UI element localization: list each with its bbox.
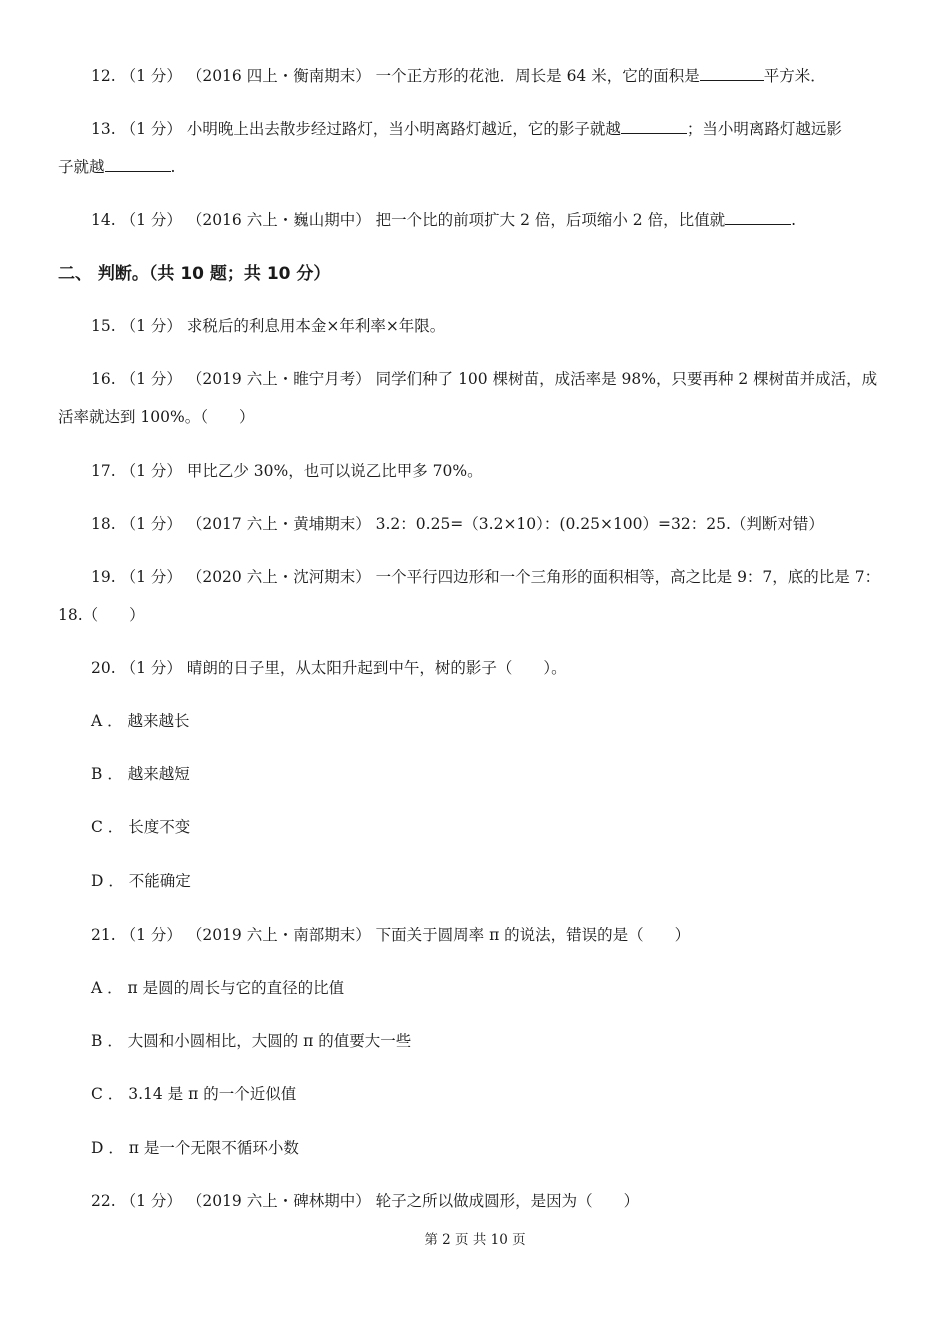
option-c: C ． 长度不变	[91, 818, 191, 836]
question-number: 13.	[91, 120, 116, 138]
question-text: 小明晚上出去散步经过路灯，当小明离路灯越近，它的影子就越	[186, 120, 621, 138]
question-text: 一个正方形的花池．周长是 64 米，它的面积是	[375, 67, 700, 85]
answer-blank	[725, 210, 791, 225]
question-score: （1 分）	[120, 1192, 182, 1210]
answer-blank	[621, 119, 687, 134]
option-c: C ． 3.14 是 π 的一个近似值	[91, 1085, 297, 1103]
option-b: B ． 越来越短	[91, 765, 190, 783]
question-text: 下面关于圆周率 π 的说法，错误的是（ ）	[375, 926, 691, 944]
question-13	[91, 119, 842, 139]
section-heading: 二、 判断。（共 10 题；共 10 分）	[58, 264, 331, 284]
question-score: （1 分）	[120, 926, 182, 944]
option-b: B ． 大圆和小圆相比，大圆的 π 的值要大一些	[91, 1032, 412, 1050]
question-19-continued: 18.（ ）	[58, 606, 145, 624]
question-number: 18.	[91, 515, 116, 533]
question-score: （1 分）	[120, 120, 182, 138]
question-source: （2019 六上・睢宁月考）	[186, 370, 371, 388]
question-number: 14.	[91, 211, 116, 229]
question-score: （1 分）	[120, 659, 182, 677]
question-text: .	[791, 211, 797, 229]
question-14	[91, 210, 796, 230]
question-score: （1 分）	[120, 67, 182, 85]
question-source: （2016 六上・巍山期中）	[186, 211, 371, 229]
option-a: A ． 越来越长	[91, 712, 190, 730]
question-score: （1 分）	[120, 568, 182, 586]
question-15	[91, 316, 445, 336]
question-16	[91, 369, 877, 389]
question-text: 3.2：0.25=（3.2×10）：(0.25×100）=32：25.（判断对错）	[375, 515, 824, 533]
question-score: （1 分）	[120, 515, 182, 533]
option-d: D ． 不能确定	[91, 872, 191, 890]
question-source: （2019 六上・碑林期中）	[186, 1192, 371, 1210]
question-source: （2017 六上・黄埔期末）	[186, 515, 371, 533]
question-text: 轮子之所以做成圆形，是因为（ ）	[375, 1192, 640, 1210]
question-number: 22.	[91, 1192, 116, 1210]
question-number: 16.	[91, 370, 116, 388]
question-score: （1 分）	[120, 211, 182, 229]
question-score: （1 分）	[120, 317, 182, 335]
question-text: 把一个比的前项扩大 2 倍，后项缩小 2 倍，比值就	[375, 211, 726, 229]
question-22	[91, 1191, 639, 1211]
question-text: 子就越	[58, 158, 105, 176]
question-number: 12.	[91, 67, 116, 85]
question-source: （2020 六上・沈河期末）	[186, 568, 371, 586]
question-score: （1 分）	[120, 370, 182, 388]
question-21	[91, 925, 690, 945]
question-17	[91, 461, 483, 481]
question-number: 20.	[91, 659, 116, 677]
question-text: 同学们种了 100 棵树苗，成活率是 98%，只要再种 2 棵树苗并成活，成	[375, 370, 878, 388]
option-a: A ． π 是圆的周长与它的直径的比值	[91, 979, 345, 997]
question-number: 17.	[91, 462, 116, 480]
question-number: 15.	[91, 317, 116, 335]
question-text: ；当小明离路灯越远影	[686, 120, 842, 138]
question-text: 晴朗的日子里，从太阳升起到中午，树的影子（ ）。	[186, 659, 567, 677]
question-number: 21.	[91, 926, 116, 944]
option-d: D ． π 是一个无限不循环小数	[91, 1139, 299, 1157]
question-18	[91, 514, 824, 534]
question-text: 平方米．	[763, 67, 826, 85]
question-score: （1 分）	[120, 462, 182, 480]
question-19	[91, 567, 880, 587]
question-12	[91, 66, 826, 86]
question-16-continued: 活率就达到 100%。（ ）	[58, 408, 255, 426]
question-13-continued	[58, 157, 175, 177]
question-text: .	[170, 158, 176, 176]
answer-blank	[105, 157, 171, 172]
question-text: 一个平行四边形和一个三角形的面积相等，高之比是 9：7，底的比是 7：	[375, 568, 881, 586]
question-text: 甲比乙少 30%，也可以说乙比甲多 70%。	[186, 462, 483, 480]
question-text: 求税后的利息用本金×年利率×年限。	[186, 317, 446, 335]
answer-blank	[700, 66, 764, 81]
question-20	[91, 658, 567, 678]
question-source: （2019 六上・南部期末）	[186, 926, 371, 944]
page-footer: 第 2 页 共 10 页	[424, 1232, 526, 1248]
question-number: 19.	[91, 568, 116, 586]
question-source: （2016 四上・衡南期末）	[186, 67, 371, 85]
